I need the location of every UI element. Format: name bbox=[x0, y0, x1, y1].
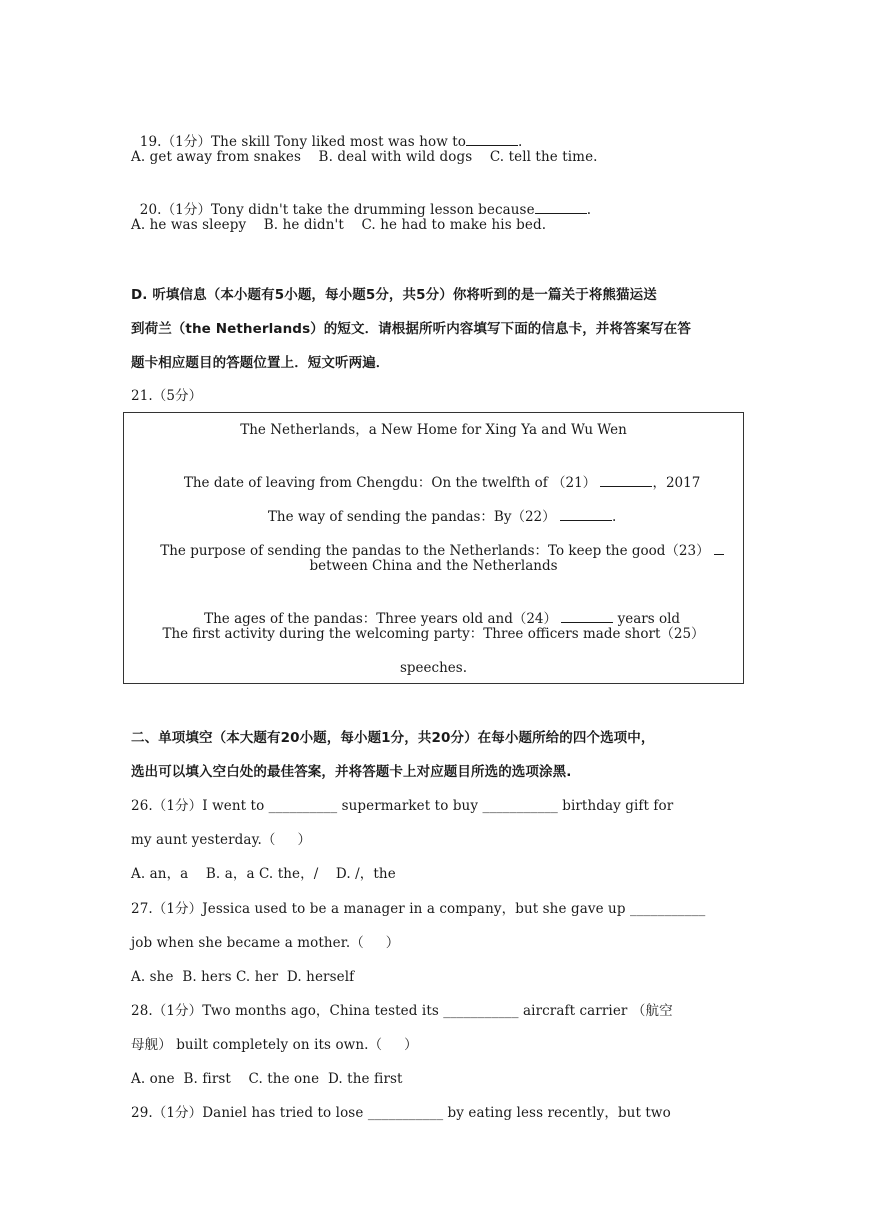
question-26-line-2: my aunt yesterday.（ ） bbox=[131, 832, 312, 848]
section-d-instructions-line-2: 到荷兰（the Netherlands）的短文．请根据所听内容填写下面的信息卡，并将答案写在答 bbox=[131, 321, 691, 337]
answer-blank-22 bbox=[560, 507, 612, 521]
question-26-line-1: 26.（1分）I went to __________ supermarket to buy ___________ birthday gift for bbox=[131, 798, 674, 814]
question-27-line-2: job when she became a mother.（ ） bbox=[131, 935, 400, 951]
question-20-stem: 20.（1分）Tony didn't take the drumming lesson because bbox=[139, 202, 535, 218]
question-19-options: A. get away from snakes B. deal with wild dogs C. tell the time. bbox=[131, 149, 598, 165]
question-20-end: . bbox=[586, 202, 592, 218]
answer-blank-21 bbox=[600, 473, 652, 487]
question-19-stem: 19.（1分）The skill Tony liked most was how to bbox=[139, 134, 467, 150]
section-d-instructions-line-1: D. 听填信息（本小题有5小题，每小题5分，共5分）你将听到的是一篇关于将熊猫运送 bbox=[131, 287, 657, 303]
card-activity-row: The first activity during the welcoming party：Three officers made short（25） bbox=[162, 626, 705, 642]
information-card bbox=[123, 412, 744, 684]
answer-blank bbox=[535, 200, 587, 214]
question-26-options: A. an，a B. a，a C. the，/ D. /，the bbox=[131, 866, 396, 882]
card-purpose-label: The purpose of sending the pandas to the Netherlands：To keep the good（23） bbox=[160, 543, 710, 559]
question-20-options: A. he was sleepy B. he didn't C. he had to make his bed. bbox=[131, 217, 547, 233]
answer-blank-23 bbox=[714, 541, 724, 555]
question-28-line-2: 母舰） built completely on its own.（ ） bbox=[131, 1037, 418, 1053]
answer-blank bbox=[466, 132, 518, 146]
question-19 bbox=[131, 114, 522, 151]
card-date-year: ，2017 bbox=[652, 475, 701, 491]
question-28-options: A. one B. first C. the one D. the first bbox=[131, 1071, 403, 1087]
question-19-end: . bbox=[518, 134, 523, 150]
question-27-line-1: 27.（1分）Jessica used to be a manager in a company，but she gave up ___________ bbox=[131, 901, 706, 917]
card-way-end: . bbox=[611, 509, 617, 525]
question-21-label: 21.（5分） bbox=[131, 388, 203, 404]
card-ages-end: years old bbox=[617, 611, 681, 627]
section-two-instructions-line-1: 二、单项填空（本大题有20小题，每小题1分，共20分）在每小题所给的四个选项中， bbox=[131, 730, 655, 746]
section-d-instructions-line-3: 题卡相应题目的答题位置上．短文听两遍． bbox=[131, 355, 390, 371]
card-activity-continued: speeches. bbox=[399, 660, 467, 676]
card-way-label: The way of sending the pandas：By（22） bbox=[267, 509, 556, 525]
section-two-instructions-line-2: 选出可以填入空白处的最佳答案，并将答题卡上对应题目所选的选项涂黑. bbox=[131, 764, 572, 780]
answer-blank-24 bbox=[561, 609, 613, 623]
question-20 bbox=[131, 182, 591, 219]
card-purpose-continued: between China and the Netherlands bbox=[309, 558, 558, 574]
question-29-line-1: 29.（1分）Daniel has tried to lose ___________ by eating less recently，but two bbox=[131, 1105, 671, 1121]
card-ages-label: The ages of the pandas：Three years old and（24） bbox=[204, 611, 558, 627]
question-28-line-1: 28.（1分）Two months ago，China tested its ___________ aircraft carrier （航空 bbox=[131, 1003, 673, 1019]
question-27-options: A. she B. hers C. her D. herself bbox=[131, 969, 355, 985]
card-date-label: The date of leaving from Chengdu：On the twelfth of （21） bbox=[183, 475, 597, 491]
card-title: The Netherlands，a New Home for Xing Ya and Wu Wen bbox=[240, 422, 627, 438]
